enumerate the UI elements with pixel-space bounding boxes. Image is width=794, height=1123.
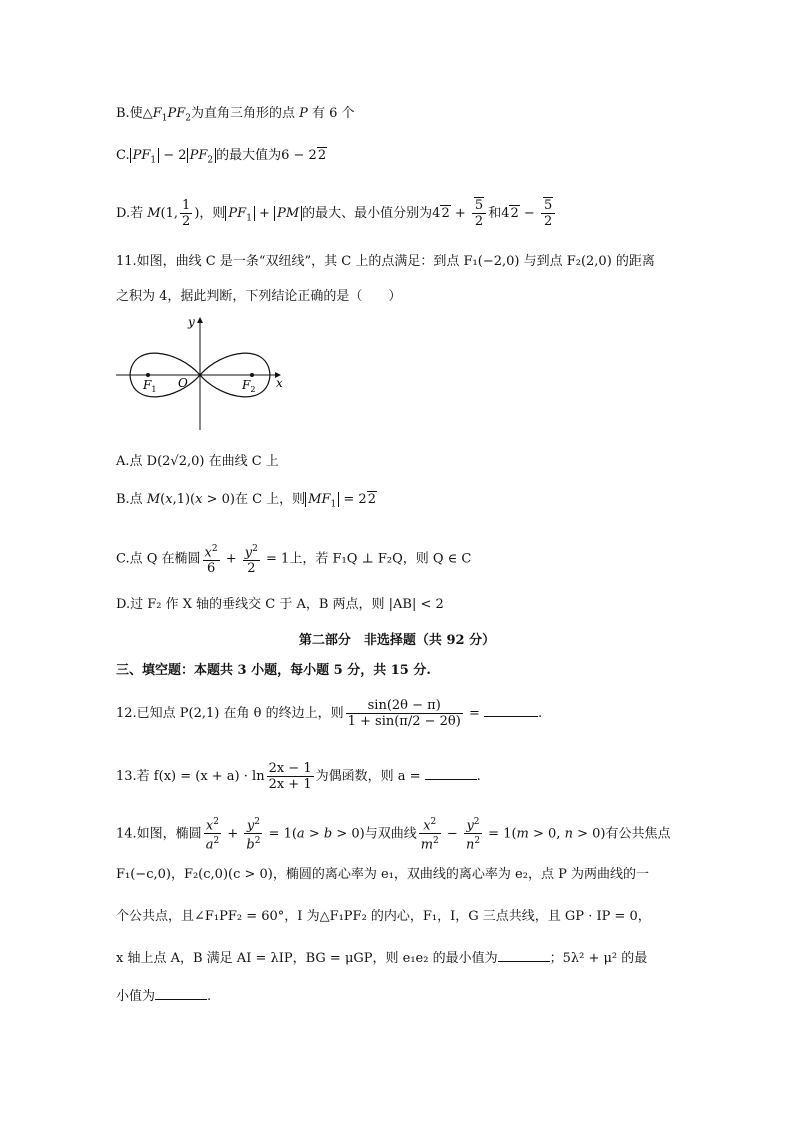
q14-line4: x 轴上点 A，B 满足 AI = λIP，BG = μGP，则 e₁e₂ 的最小值为 ；5λ² + μ² 的最	[116, 951, 648, 966]
q12: 12.已知点 P(2,1) 在角 θ 的终边上，则 $\frac{\sin(2\theta - \pi)}{1 + \sin(\pi/2 - 2\theta)}$ = .	[116, 698, 543, 729]
q14-answer-blank-2[interactable]	[155, 987, 207, 1000]
q13-answer-blank[interactable]	[425, 767, 477, 780]
q14-line2: F₁(−c,0)，F₂(c,0)(c > 0)，椭圆的离心率为 e₁，双曲线的离心率为 e₂，点 P 为两曲线的一	[116, 867, 649, 882]
focus-f2-point	[250, 373, 254, 377]
q14-line1: 14.如图，椭圆 $\frac{x^2}{a^2}$ + $\frac{y^2}{b^2}$ = 1(a > b > 0)与双曲线 $\frac{x^2}{m^2}$ − $\frac{y^2}{n^2}$ = 1(m > 0, n > 0)有公共焦点	[116, 817, 671, 853]
part2-title: 第二部分 非选择题（共 92 分）	[298, 633, 496, 648]
q11-stem-line2: 之积为 4，据此判断，下列结论正确的是（ ）	[116, 289, 402, 304]
q10-option-d: D.若 M(1, $\frac{1}{2}$ )，则 $PF_1$ + PM 的最大、最小值分别为42 + $\frac{5}{2}$ 和42 − $\frac{5}{2}$	[116, 198, 557, 229]
origin-label: O	[178, 376, 188, 390]
q11-option-a: A.点 D(2√2,0) 在曲线 C 上	[116, 454, 279, 469]
section3-title: 三、填空题：本题共 3 小题，每小题 5 分，共 15 分.	[116, 663, 431, 678]
q10-option-b: B.使$\triangle F_1PF_2$为直角三角形的点 P 有 6 个	[116, 106, 355, 124]
q14-line5: 小值为 .	[116, 989, 212, 1004]
f1-label: $F_1$	[143, 378, 157, 394]
q14-line3: 个公共点，且∠F₁PF₂ = 60°，I 为△F₁PF₂ 的内心，F₁，I，G 三点共线，且 GP · IP = 0，	[116, 909, 651, 924]
q11-option-b: B.点 M(x,1)(x > 0)在 C 上，则 $MF_1 = 22$	[116, 492, 376, 510]
q14-answer-blank-1[interactable]	[498, 949, 550, 962]
focus-f1-point	[146, 373, 150, 377]
f2-label: $F_2$	[242, 378, 256, 394]
q12-answer-blank[interactable]	[484, 704, 538, 717]
q11-option-c: C.点 Q 在椭圆 $\frac{x^2}{6}$ + $\frac{y^2}{2}$ = 1上，若 F₁Q ⊥ F₂Q，则 Q ∈ C	[116, 544, 472, 577]
q10-option-c: C. $PF_1 - 2$ $PF_2$ 的最大值为6 − 22	[116, 148, 327, 166]
y-label: y	[188, 315, 195, 329]
x-label: x	[276, 376, 283, 390]
q13: 13.若 f(x) = (x + a) · ln $\frac{2x - 1}{2x + 1}$ 为偶函数，则 a = .	[116, 761, 481, 792]
q11-stem-line1: 11.如图，曲线 C 是一条“双纽线”，其 C 上的点满足：到点 F₁(−2,0) 与到点 F₂(2,0) 的距离	[116, 254, 655, 269]
lemniscate-figure	[112, 312, 292, 436]
q11-option-d: D.过 F₂ 作 X 轴的垂线交 C 于 A，B 两点，则 |AB| < 2	[116, 597, 444, 612]
